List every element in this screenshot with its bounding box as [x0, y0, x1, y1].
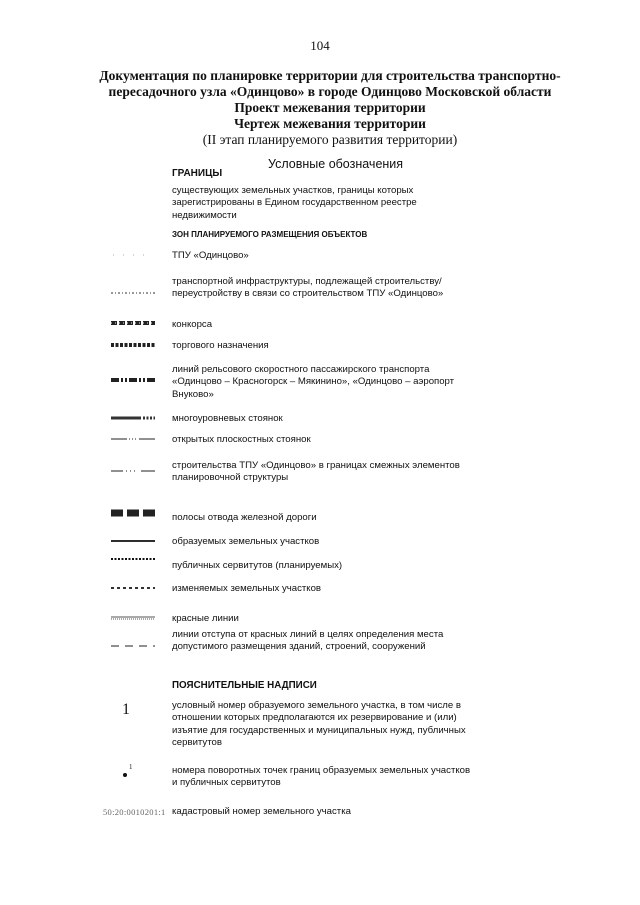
legend-text-public-servitudes: публичных сервитутов (планируемых) — [172, 560, 343, 571]
symbol-tpu-dotted — [111, 250, 155, 260]
symbol-open-parking — [111, 434, 155, 444]
title-line-5: (II этап планируемого развития территории) — [202, 132, 458, 147]
legend-text-transport-infra: транспортной инфраструктуры, подлежащей строительству/переустройству в связи со строительством ТПУ «Одинцово» — [172, 276, 444, 300]
legend-text-turning-points: номера поворотных точек границ образуемых земельных участков и публичных сервитутов — [172, 765, 471, 789]
symbol-transport-infra — [111, 288, 155, 298]
symbol-changed-plots — [111, 583, 155, 593]
symbol-public-servitudes — [111, 554, 155, 564]
symbol-rail-lines — [111, 375, 155, 385]
symbol-turning-point-label: 1 — [129, 763, 133, 771]
symbol-turning-point-dot — [123, 773, 127, 777]
title-line-2: пересадочного узла «Одинцово» в городе Одинцово Московской области — [108, 84, 552, 99]
symbol-retail — [111, 340, 155, 350]
symbol-cadastral-sample: 50:20:0010201:1 — [103, 807, 166, 817]
title-line-4: Чертеж межевания территории — [234, 116, 426, 131]
symbol-conditional-number: 1 — [122, 701, 130, 718]
legend-text-railway-strip: полосы отвода железной дороги — [172, 512, 317, 523]
legend-text-retail: торгового назначения — [172, 340, 269, 351]
legend-text-conditional-number: условный номер образуемого земельного участка, в том числе в отношении которых предполагаются их резервирование и (или) изъятие для государственных и муниципальных нужд, публичных сервитутов — [172, 700, 466, 748]
title-line-3: Проект межевания территории — [234, 100, 426, 115]
legend-text-tpu: ТПУ «Одинцово» — [172, 250, 249, 261]
legend-heading: Условные обозначения — [268, 157, 404, 171]
legend-text-setback-lines: линии отступа от красных линий в целях определения места допустимого размещения зданий, строений, сооружений — [172, 629, 444, 653]
legend-text-rail-lines: линий рельсового скоростного пассажирского транспорта «Одинцово – Красногорск – Мякинино», «Одинцово – аэропорт Внуково» — [172, 364, 455, 400]
legend-text-existing-plots: существующих земельных участков, границы которых зарегистрированы в Едином государственном реестре недвижимости — [172, 185, 417, 221]
legend-text-red-lines: красные линии — [172, 613, 239, 624]
legend-text-multilevel-parking: многоуровневых стоянок — [172, 413, 283, 424]
title-line-1: Документация по планировке территории для строительства транспортно- — [99, 68, 561, 83]
symbol-setback-lines — [111, 641, 155, 651]
symbol-red-lines — [111, 613, 155, 623]
section-zones: ЗОН ПЛАНИРУЕМОГО РАЗМЕЩЕНИЯ ОБЪЕКТОВ — [172, 230, 368, 239]
symbol-concourse — [111, 318, 155, 328]
legend-text-open-parking: открытых плоскостных стоянок — [172, 434, 311, 445]
symbol-tpu-adjacent — [111, 466, 155, 476]
document-title — [60, 68, 600, 148]
symbol-multilevel-parking — [111, 413, 155, 423]
legend-text-formed-plots: образуемых земельных участков — [172, 536, 320, 547]
page-number: 104 — [310, 38, 330, 53]
section-borders: ГРАНИЦЫ — [172, 168, 223, 179]
legend-text-cadastral: кадастровый номер земельного участка — [172, 806, 351, 817]
legend-text-changed-plots: изменяемых земельных участков — [172, 583, 322, 594]
section-notes: ПОЯСНИТЕЛЬНЫЕ НАДПИСИ — [172, 680, 317, 691]
symbol-formed-plots — [111, 536, 155, 546]
legend-text-concourse: конкорса — [172, 319, 213, 330]
legend-text-tpu-adjacent: строительства ТПУ «Одинцово» в границах смежных элементов планировочной структуры — [172, 460, 460, 484]
symbol-railway-strip — [111, 508, 155, 518]
